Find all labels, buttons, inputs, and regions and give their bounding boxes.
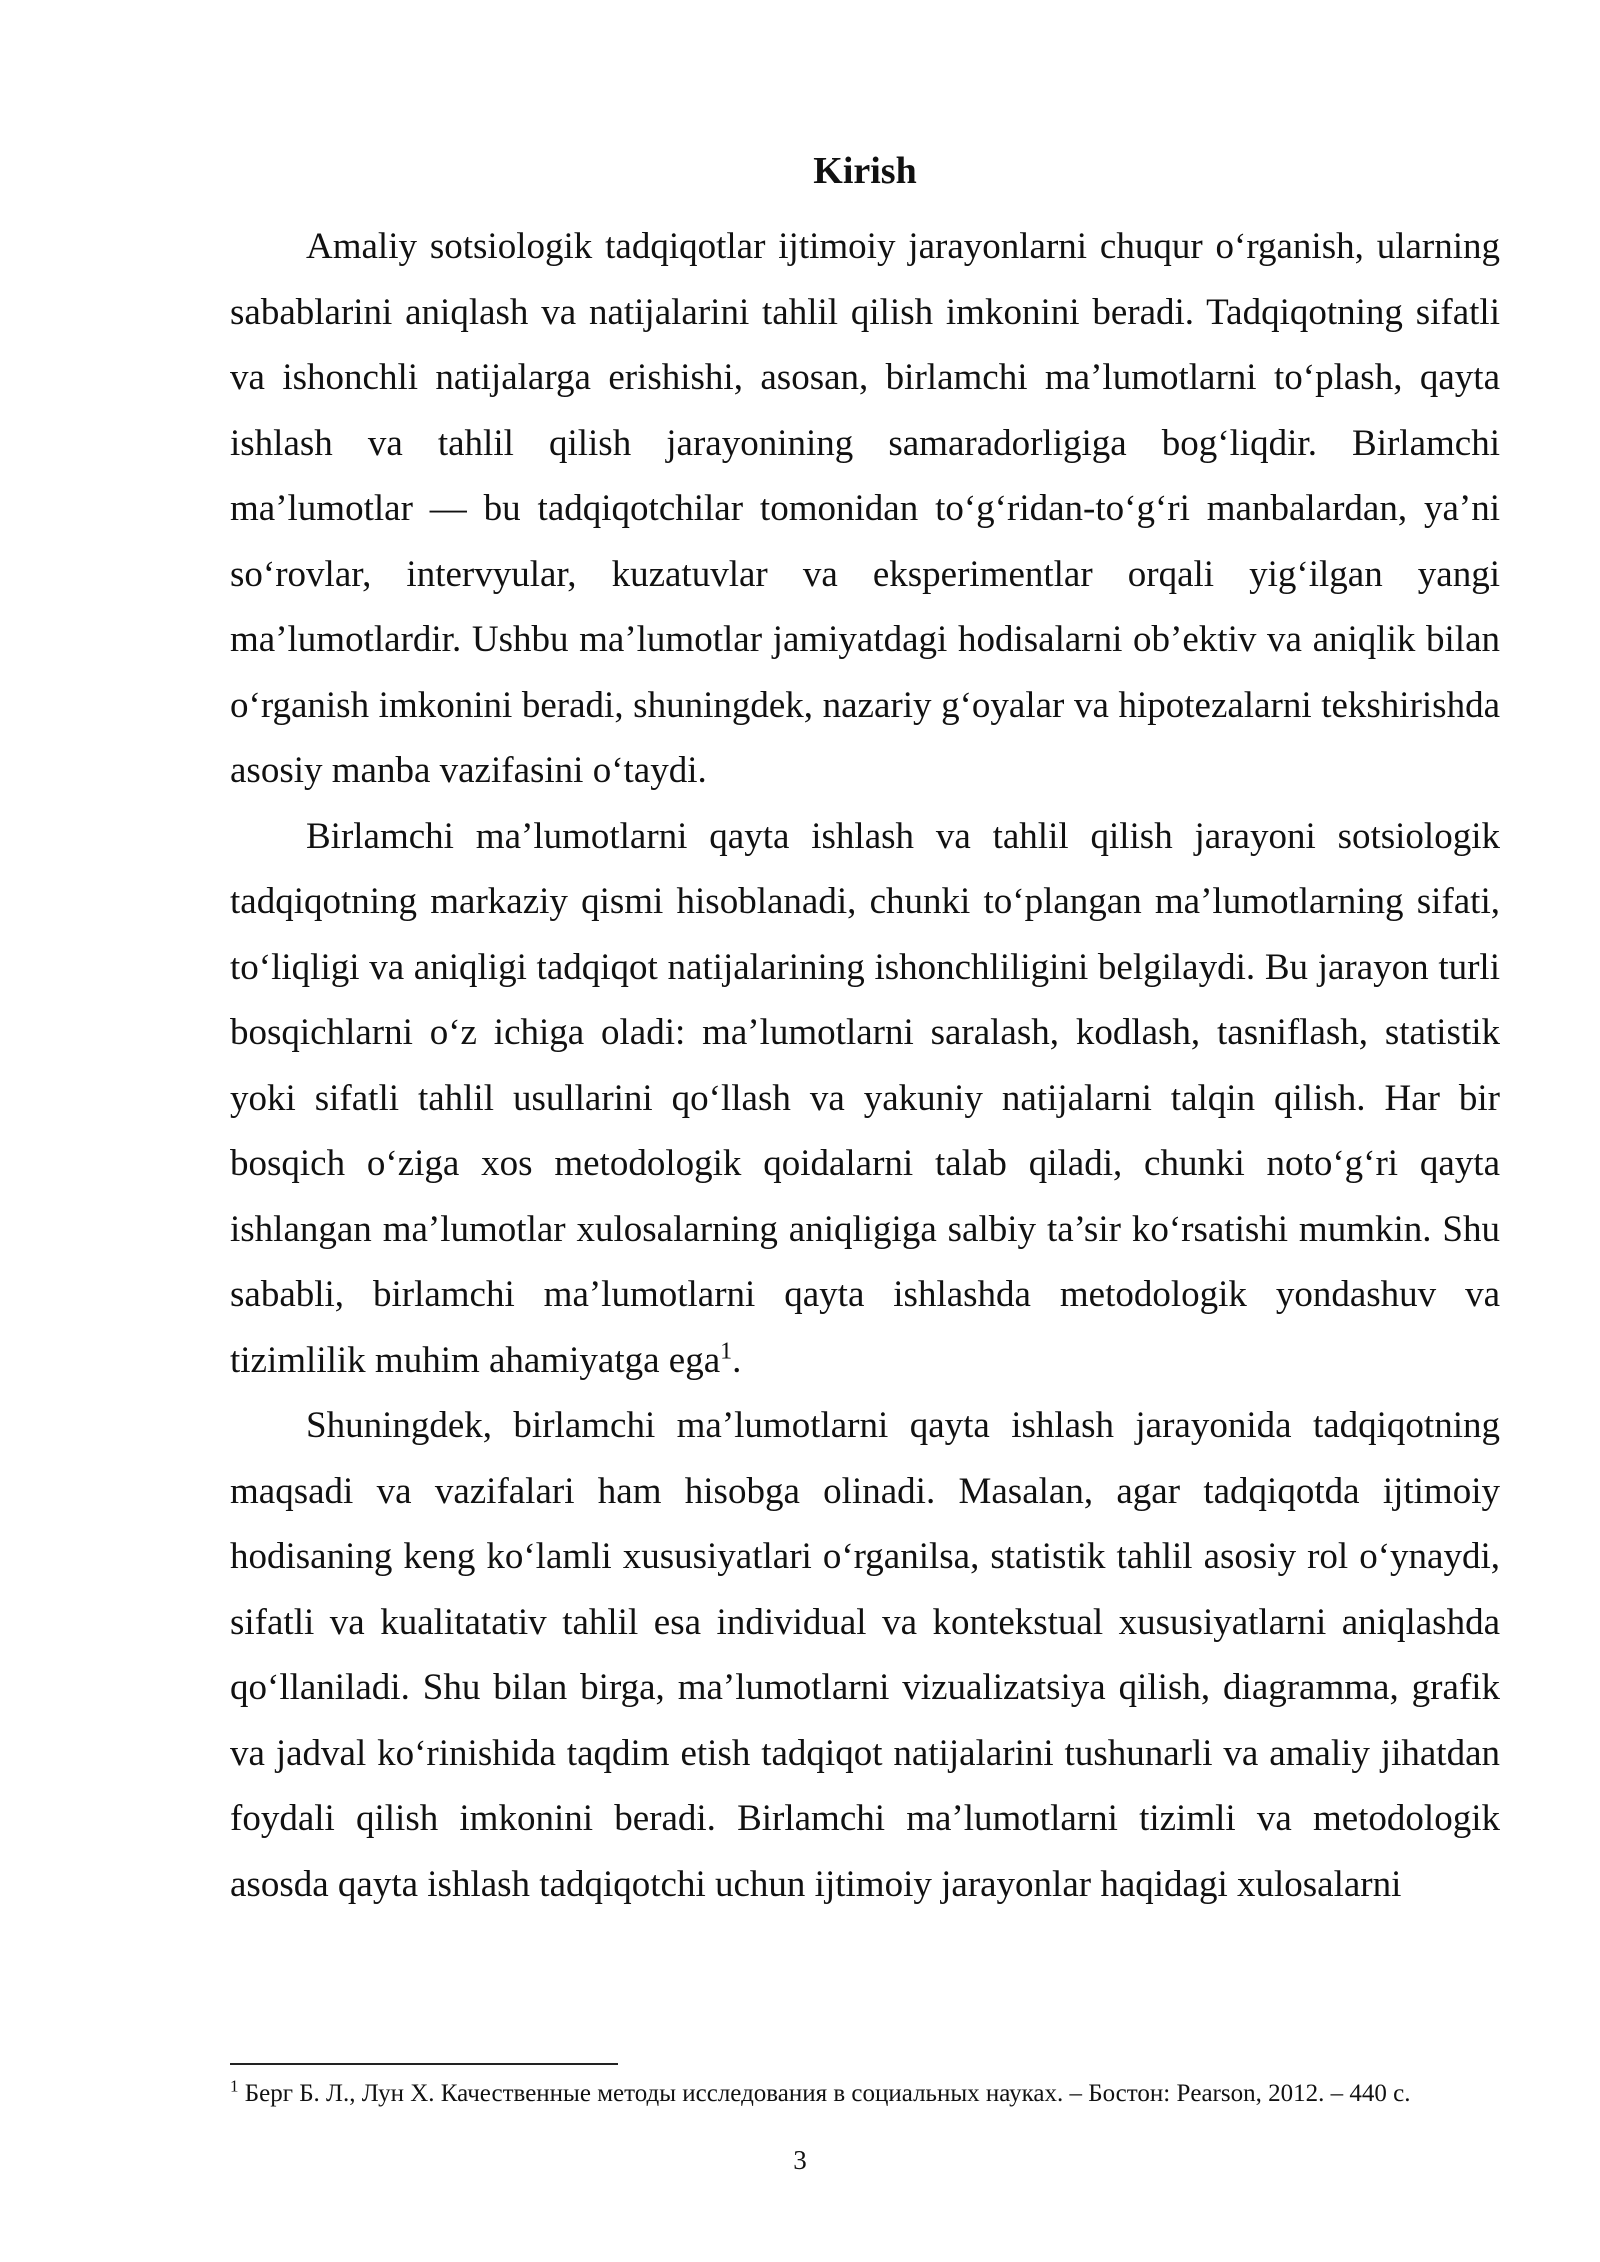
paragraph-text: Amaliy sotsiologik tadqiqotlar ijtimoiy jarayonlarni chuqur o‘rganish, ularning sabablarini aniqlash va natijalarini tahlil qilish imkonini beradi. Tadqiqotning sifatli va ishonchli natijalarga erishishi, asosan, birlamchi ma’lumotlarni to‘plash, qayta ishlash va tahlil qilish jarayonining samaradorligiga bog‘liqdir. Birlamchi ma’lumotlar — bu tadqiqotchilar tomonidan to‘g‘ridan-to‘g‘ri manbalardan, ya’ni so‘rovlar, intervyular, kuzatuvlar va eksperimentlar orqali yig‘ilgan yangi ma’lumotlardir. Ushbu ma’lumotlar jamiyatdagi hodisalarni ob’ektiv va aniqlik bilan o‘rganish imkonini beradi, shuningdek, nazariy g‘oyalar va hipotezalarni tekshirishda asosiy manba vazifasini o‘taydi. xyxy=(230,226,1500,791)
footnote-number: 1 xyxy=(230,2076,239,2096)
section-heading: Kirish xyxy=(813,150,917,192)
footnote-text: Берг Б. Л., Лун Х. Качественные методы исследования в социальных науках. – Бостон: Pearson, 2012. – 440 с. xyxy=(238,2080,1411,2107)
paragraph-intro xyxy=(230,214,1500,804)
paragraph-tail: . xyxy=(732,1339,742,1381)
footnote-reference[interactable]: 1 xyxy=(720,1338,733,1365)
paragraph-text: Birlamchi ma’lumotlarni qayta ishlash va tahlil qilish jarayoni sotsiologik tadqiqotning markaziy qismi hisoblanadi, chunki to‘plangan ma’lumotlarning sifati, to‘liqligi va aniqligi tadqiqot natijalarining ishonchliligini belgilaydi. Bu jarayon turli bosqichlarni o‘z ichiga oladi: ma’lumotlarni saralash, kodlash, tasniflash, statistik yoki sifatli tahlil usullarini qo‘llash va yakuniy natijalarni talqin qilish. Har bir bosqich o‘ziga xos metodologik qoidalarni talab qiladi, chunki noto‘g‘ri qayta ishlangan ma’lumotlar xulosalarning aniqligiga salbiy ta’sir ko‘rsatishi mumkin. Shu sababli, birlamchi ma’lumotlarni qayta ishlashda metodologik yondashuv va tizimlilik muhim ahamiyatga ega xyxy=(230,815,1500,1381)
body-text xyxy=(230,214,1500,1917)
page-number: 3 xyxy=(793,2145,807,2175)
footnote xyxy=(230,2078,1500,2110)
paragraph-methods xyxy=(230,1393,1500,1917)
paragraph-processing xyxy=(230,804,1500,1394)
footnote-separator xyxy=(230,2063,618,2065)
paragraph-text: Shuningdek, birlamchi ma’lumotlarni qayta ishlash jarayonida tadqiqotning maqsadi va vazifalari ham hisobga olinadi. Masalan, agar tadqiqotda ijtimoiy hodisaning keng ko‘lamli xususiyatlari o‘rganilsa, statistik tahlil asosiy rol o‘ynaydi, sifatli va kualitatativ tahlil esa individual va kontekstual xususiyatlarni aniqlashda qo‘llaniladi. Shu bilan birga, ma’lumotlarni vizualizatsiya qilish, diagramma, grafik va jadval ko‘rinishida taqdim etish tadqiqot natijalarini tushunarli va amaliy jihatdan foydali qilish imkonini beradi. Birlamchi ma’lumotlarni tizimli va metodologik asosda qayta ishlash tadqiqotchi uchun ijtimoiy jarayonlar haqidagi xulosalarni xyxy=(230,1405,1500,1905)
